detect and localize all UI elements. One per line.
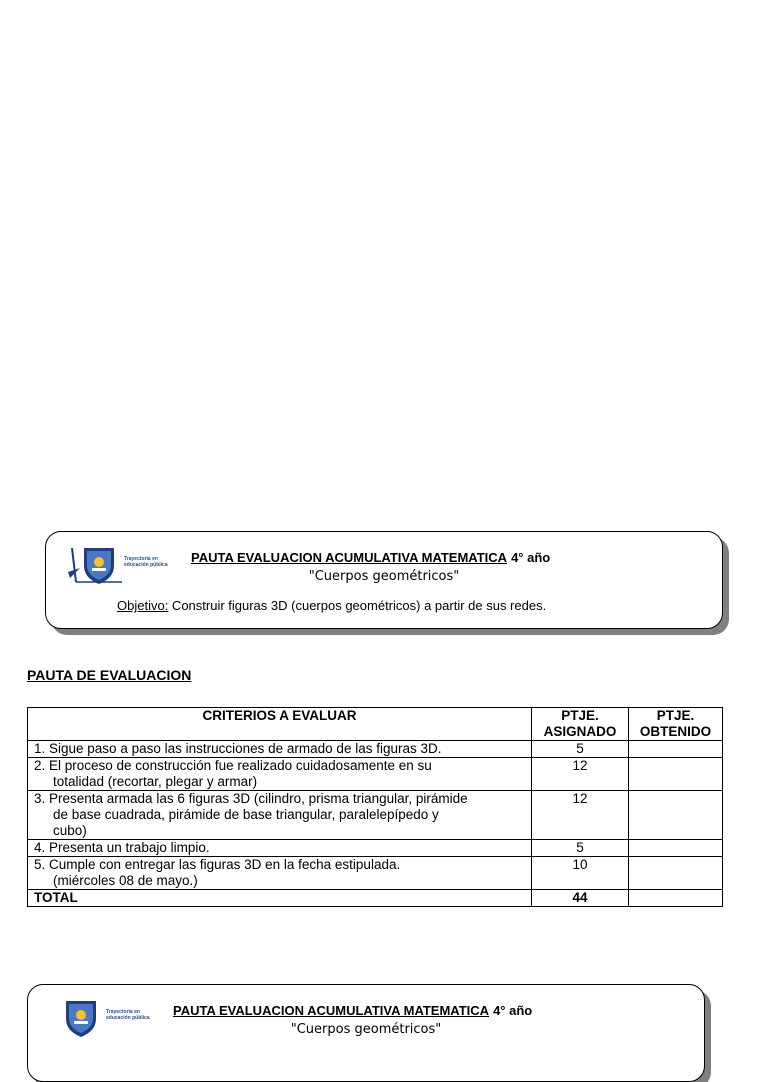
logo-caption	[124, 556, 168, 568]
obtained-score	[629, 840, 723, 857]
total-label: TOTAL	[28, 890, 532, 907]
header-assigned-line1: PTJE.	[561, 708, 599, 723]
rubric-table	[27, 707, 723, 907]
criterion-line: 2. El proceso de construcción fue realizado cuidadosamente en su	[34, 758, 432, 773]
table-row	[28, 791, 723, 840]
header-assigned	[532, 708, 629, 741]
grade-text: 4° año	[511, 550, 551, 565]
criterion-cell	[28, 791, 532, 840]
title-text: PAUTA EVALUACION ACUMULATIVA MATEMATICA	[173, 1003, 490, 1018]
criterion-line: 5. Cumple con entregar las figuras 3D en la fecha estipulada.	[34, 857, 401, 872]
logo-caption-line2: educación pública	[124, 562, 168, 568]
criterion-line: cubo)	[53, 823, 87, 838]
header-criteria: CRITERIOS A EVALUAR	[28, 708, 532, 741]
header-obtained-line2: OBTENIDO	[639, 724, 712, 739]
obtained-score	[629, 791, 723, 840]
logo-caption	[106, 1009, 150, 1021]
logo-caption-line1: Trayectoria en	[106, 1009, 140, 1015]
table-header-row	[28, 708, 723, 741]
table-row	[28, 857, 723, 890]
total-value: 44	[532, 890, 629, 907]
assigned-score: 12	[532, 758, 629, 791]
criterion-line: 4. Presenta un trabajo limpio.	[34, 840, 210, 855]
logo-caption-line2: educación pública	[106, 1015, 150, 1021]
section-title: PAUTA DE EVALUACION	[27, 667, 192, 683]
objective-text: Construir figuras 3D (cuerpos geométricos) a partir de sus redes.	[168, 598, 547, 613]
document-subtitle: "Cuerpos geométricos"	[290, 1022, 442, 1037]
document-subtitle: "Cuerpos geométricos"	[308, 569, 460, 584]
criterion-line: 3. Presenta armada las 6 figuras 3D (cilindro, prisma triangular, pirámide	[34, 791, 468, 806]
total-row	[28, 890, 723, 907]
assigned-score: 10	[532, 857, 629, 890]
table-row	[28, 758, 723, 791]
document-title	[191, 550, 550, 565]
criterion-line: de base cuadrada, pirámide de base triangular, paralelepípedo y	[53, 807, 439, 822]
criterion-cell	[28, 857, 532, 890]
assigned-score: 5	[532, 741, 629, 758]
title-text: PAUTA EVALUACION ACUMULATIVA MATEMATICA	[191, 550, 508, 565]
objective-label: Objetivo:	[117, 598, 169, 613]
criterion-line: (miércoles 08 de mayo.)	[53, 873, 198, 888]
table-row	[28, 840, 723, 857]
header-obtained-line1: PTJE.	[656, 708, 695, 723]
assigned-score: 12	[532, 791, 629, 840]
obtained-score	[629, 741, 723, 758]
assigned-score: 5	[532, 840, 629, 857]
criterion-line: totalidad (recortar, plegar y armar)	[53, 774, 258, 789]
criterion-cell	[28, 741, 532, 758]
document-title	[173, 1003, 532, 1018]
criterion-cell	[28, 758, 532, 791]
header-box-repeat	[27, 984, 705, 1082]
table-row	[28, 741, 723, 758]
obtained-score	[629, 857, 723, 890]
criterion-line: 1. Sigue paso a paso las instrucciones de armado de las figuras 3D.	[34, 741, 442, 756]
header-assigned-line2: ASIGNADO	[543, 724, 617, 739]
header-box	[45, 531, 723, 629]
grade-text: 4° año	[493, 1003, 533, 1018]
total-obtained	[629, 890, 723, 907]
header-obtained	[629, 708, 723, 741]
objective	[117, 598, 546, 613]
logo-caption-line1: Trayectoria en	[124, 556, 158, 562]
obtained-score	[629, 758, 723, 791]
criterion-cell	[28, 840, 532, 857]
